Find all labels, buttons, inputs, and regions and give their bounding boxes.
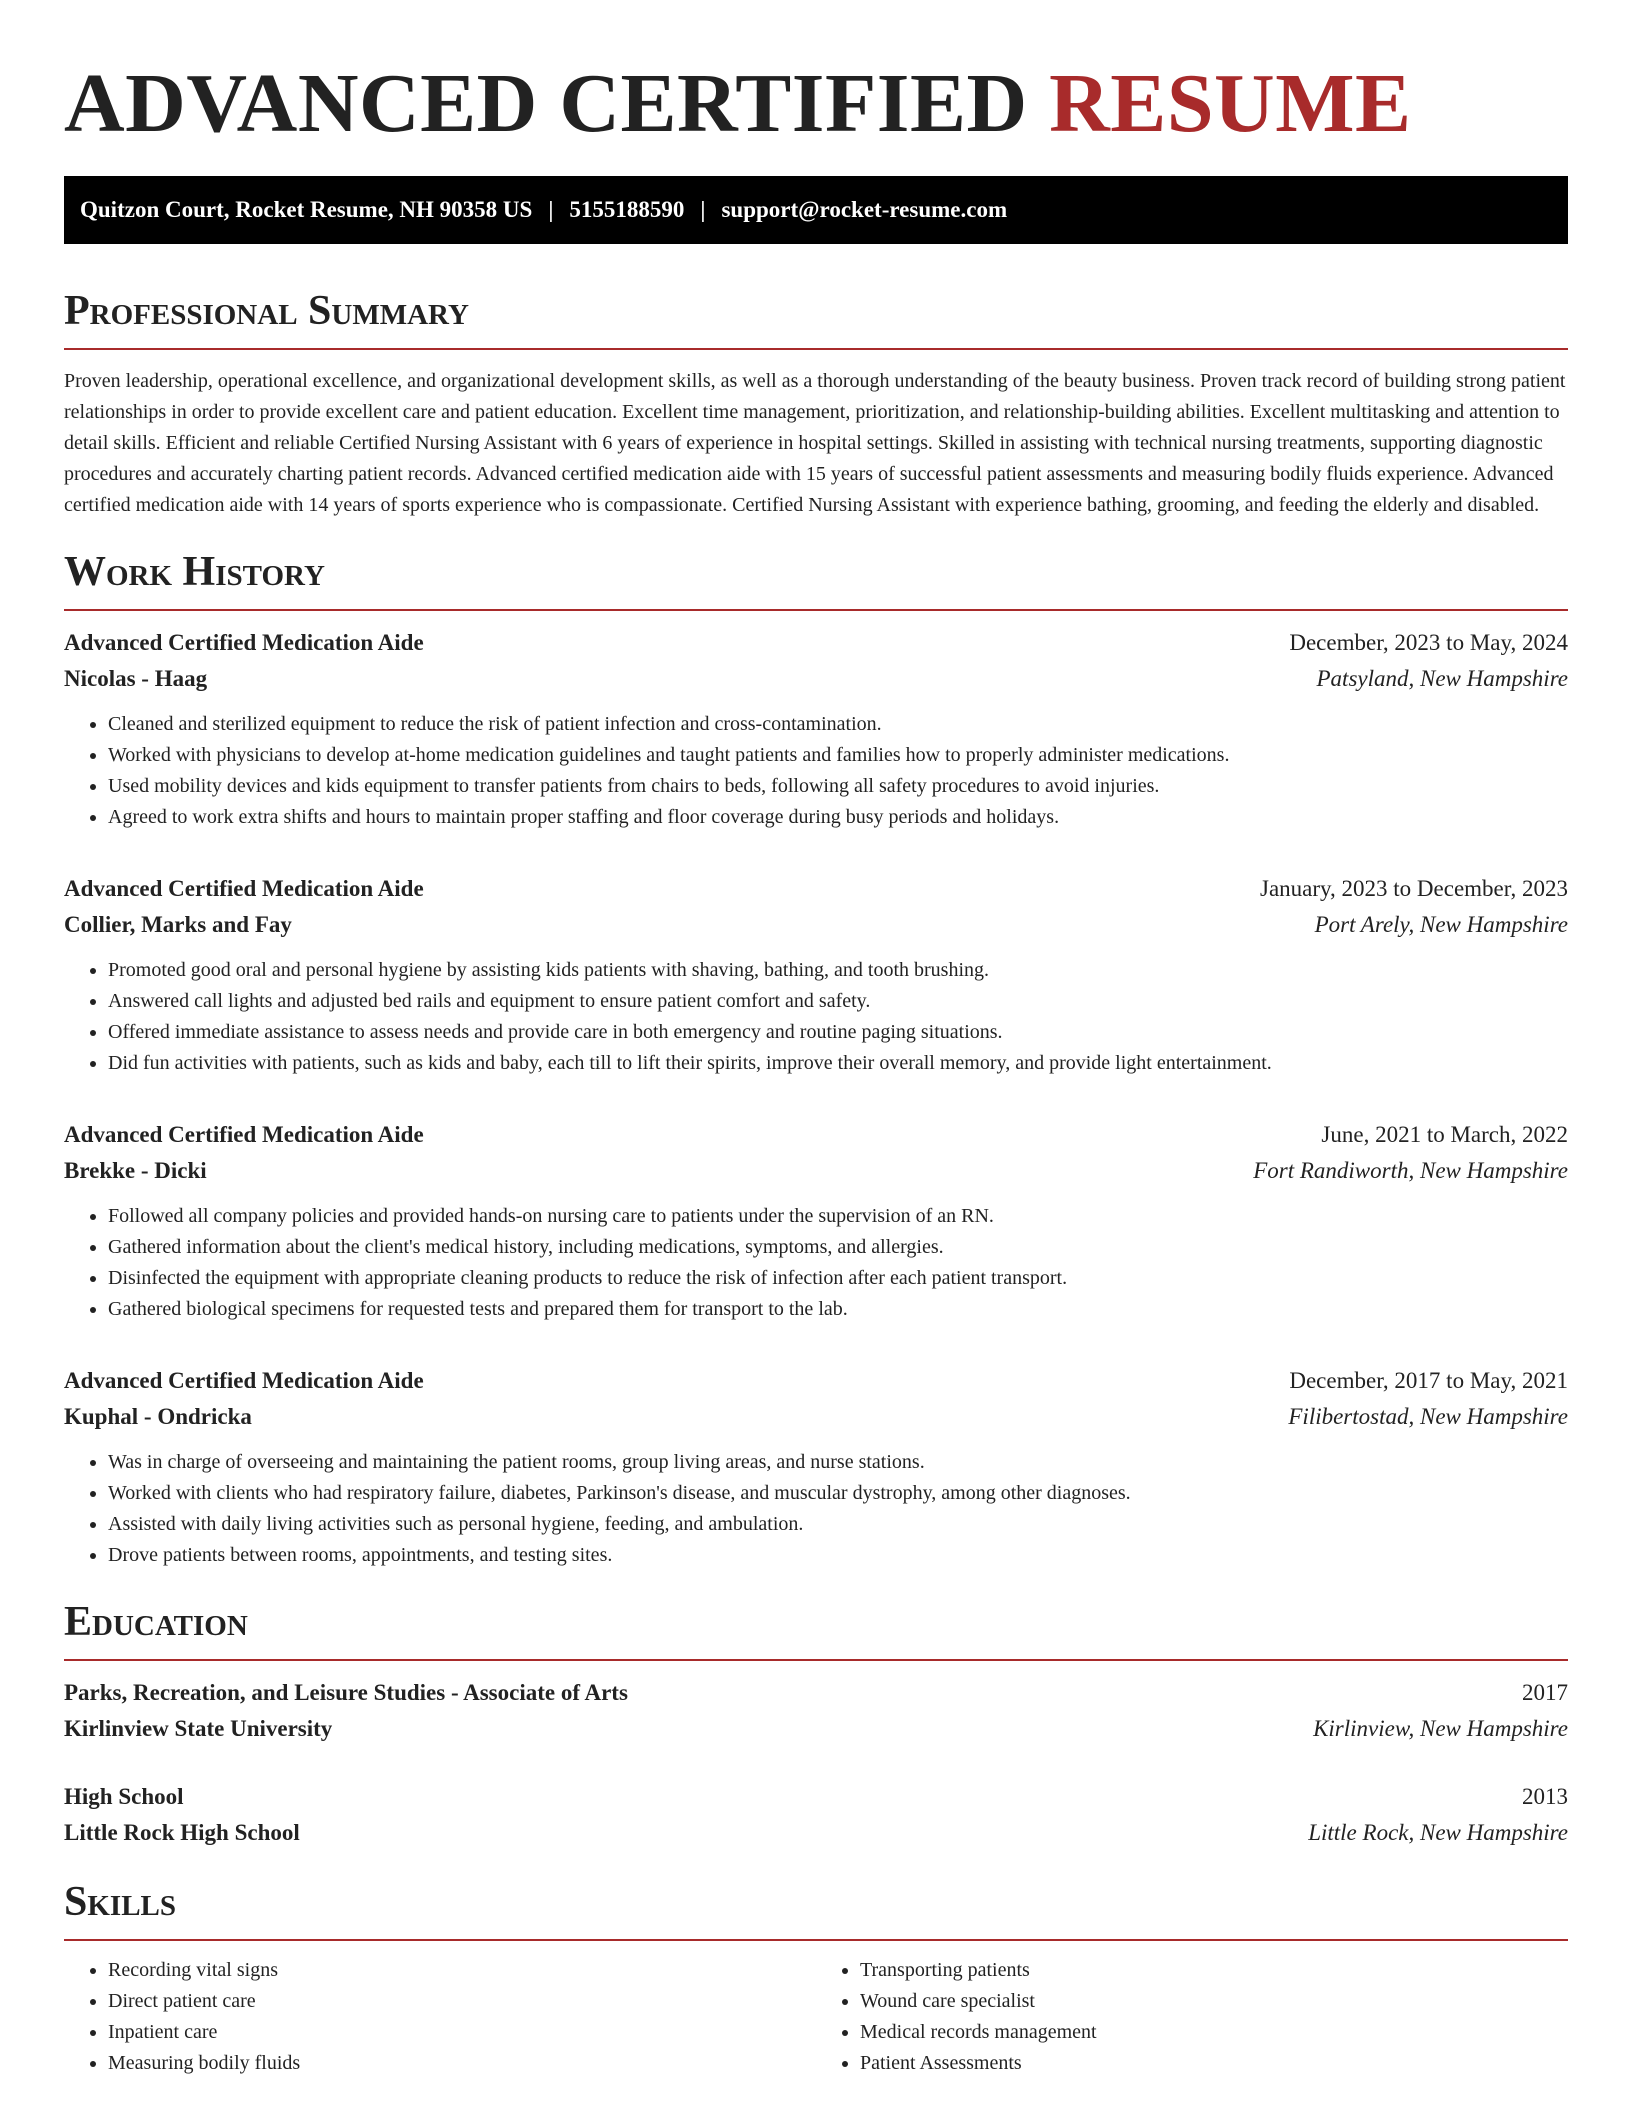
education-degree: Parks, Recreation, and Leisure Studies - Associate of Arts xyxy=(64,1680,628,1705)
job-bullet: • Offered immediate assistance to assess needs and provide care in both emergency and routine paging situations. xyxy=(108,1017,1568,1048)
skill-item: • Patient Assessments xyxy=(860,2048,1568,2079)
job-entry xyxy=(64,1117,1568,1325)
job-bullet-list xyxy=(64,709,1568,833)
education-year: 2017 xyxy=(1522,1680,1568,1705)
skills-list-left xyxy=(64,1955,816,2079)
education-location: Kirlinview, New Hampshire xyxy=(1313,1716,1568,1741)
job-bullet: • Gathered information about the client's medical history, including medications, symptoms, and allergies. xyxy=(108,1232,1568,1263)
skill-item: • Medical records management xyxy=(860,2017,1568,2048)
job-bullet: • Answered call lights and adjusted bed rails and equipment to ensure patient comfort and safety. xyxy=(108,986,1568,1017)
job-entry xyxy=(64,1363,1568,1571)
job-title: Advanced Certified Medication Aide xyxy=(64,630,424,655)
job-location: Patsyland, New Hampshire xyxy=(1316,666,1568,691)
contact-separator: | xyxy=(700,197,706,222)
section-divider xyxy=(64,1659,1568,1661)
education-school: Little Rock High School xyxy=(64,1820,300,1845)
education-degree: High School xyxy=(64,1784,184,1809)
job-bullet: • Worked with physicians to develop at-home medication guidelines and taught patients and families how to properly administer medications. xyxy=(108,740,1568,771)
job-bullet: • Used mobility devices and kids equipment to transfer patients from chairs to beds, following all safety procedures to avoid injuries. xyxy=(108,771,1568,802)
skill-item: • Recording vital signs xyxy=(108,1955,816,1986)
section-divider xyxy=(64,609,1568,611)
job-company: Brekke - Dicki xyxy=(64,1158,207,1183)
contact-phone: 5155188590 xyxy=(569,197,685,222)
section-heading: Skills xyxy=(64,1879,177,1925)
education-entry xyxy=(64,1675,1568,1747)
job-bullet: • Assisted with daily living activities such as personal hygiene, feeding, and ambulation. xyxy=(108,1509,1568,1540)
job-title: Advanced Certified Medication Aide xyxy=(64,1368,424,1393)
job-bullet: • Was in charge of overseeing and maintaining the patient rooms, group living areas, and nurse stations. xyxy=(108,1447,1568,1478)
skills-list-right xyxy=(816,1955,1568,2079)
job-bullet: • Agreed to work extra shifts and hours to maintain proper staffing and floor coverage during busy periods and holidays. xyxy=(108,802,1568,833)
job-company: Collier, Marks and Fay xyxy=(64,912,292,937)
skill-item: • Transporting patients xyxy=(860,1955,1568,1986)
job-bullet: • Cleaned and sterilized equipment to reduce the risk of patient infection and cross-contamination. xyxy=(108,709,1568,740)
education-location: Little Rock, New Hampshire xyxy=(1308,1820,1568,1845)
section-divider xyxy=(64,348,1568,350)
summary-text: Proven leadership, operational excellence, and organizational development skills, as well as a thorough understanding of the beauty business. Proven track record of building strong patient relationships in order to provide excellent care and patient education. Excellent time management, prioritization, and relationship-building abilities. Excellent multitasking and attention to detail skills. Efficient and reliable Certified Nursing Assistant with 6 years of experience in hospital settings. Skilled in assisting with technical nursing treatments, supporting diagnostic procedures and accurately charting patient records. Advanced certified medication aide with 15 years of successful patient assessments and measuring bodily fluids experience. Advanced certified medication aide with 14 years of sports experience who is compassionate. Certified Nursing Assistant with experience bathing, grooming, and feeding the elderly and disabled. xyxy=(64,370,1566,516)
job-location: Filibertostad, New Hampshire xyxy=(1288,1404,1568,1429)
section-heading: Education xyxy=(64,1599,248,1645)
contact-email: support@rocket-resume.com xyxy=(721,197,1008,222)
job-bullet-list xyxy=(64,1447,1568,1571)
job-bullet: • Did fun activities with patients, such as kids and baby, each till to lift their spirits, improve their overall memory, and provide light entertainment. xyxy=(108,1048,1568,1079)
skills-section xyxy=(64,1877,1568,2079)
job-bullet: • Disinfected the equipment with appropriate cleaning products to reduce the risk of infection after each patient transport. xyxy=(108,1263,1568,1294)
education-school: Kirlinview State University xyxy=(64,1716,333,1741)
education-entry xyxy=(64,1779,1568,1851)
skills-columns xyxy=(64,1955,1568,2079)
section-heading: Work History xyxy=(64,549,325,595)
job-entry xyxy=(64,625,1568,833)
job-company: Kuphal - Ondricka xyxy=(64,1404,252,1429)
education-year: 2013 xyxy=(1522,1784,1568,1809)
resume-name-title xyxy=(64,56,1568,152)
job-dates: January, 2023 to December, 2023 xyxy=(1260,876,1568,901)
job-title: Advanced Certified Medication Aide xyxy=(64,876,424,901)
skill-item: • Inpatient care xyxy=(108,2017,816,2048)
job-bullet-list xyxy=(64,1201,1568,1325)
name-accent: RESUME xyxy=(1049,57,1412,150)
job-dates: June, 2021 to March, 2022 xyxy=(1321,1122,1568,1147)
job-bullet-list xyxy=(64,955,1568,1079)
job-bullet: • Followed all company policies and provided hands-on nursing care to patients under the supervision of an RN. xyxy=(108,1201,1568,1232)
job-bullet: • Drove patients between rooms, appointments, and testing sites. xyxy=(108,1540,1568,1571)
skill-item: • Wound care specialist xyxy=(860,1986,1568,2017)
job-title: Advanced Certified Medication Aide xyxy=(64,1122,424,1147)
job-dates: December, 2023 to May, 2024 xyxy=(1289,630,1568,655)
education-section xyxy=(64,1597,1568,1851)
job-entry xyxy=(64,871,1568,1079)
section-heading: Professional Summary xyxy=(64,288,469,334)
name-main: ADVANCED CERTIFIED xyxy=(64,57,1028,150)
section-divider xyxy=(64,1939,1568,1941)
work-history-section xyxy=(64,547,1568,1571)
contact-bar xyxy=(64,176,1568,244)
contact-address: Quitzon Court, Rocket Resume, NH 90358 US xyxy=(80,197,533,222)
job-dates: December, 2017 to May, 2021 xyxy=(1289,1368,1568,1393)
skill-item: • Measuring bodily fluids xyxy=(108,2048,816,2079)
job-location: Fort Randiworth, New Hampshire xyxy=(1253,1158,1568,1183)
summary-section xyxy=(64,286,1568,521)
job-location: Port Arely, New Hampshire xyxy=(1314,912,1568,937)
contact-separator: | xyxy=(548,197,554,222)
job-bullet: • Gathered biological specimens for requested tests and prepared them for transport to the lab. xyxy=(108,1294,1568,1325)
job-bullet: • Worked with clients who had respiratory failure, diabetes, Parkinson's disease, and muscular dystrophy, among other diagnoses. xyxy=(108,1478,1568,1509)
job-company: Nicolas - Haag xyxy=(64,666,208,691)
skill-item: • Direct patient care xyxy=(108,1986,816,2017)
job-bullet: • Promoted good oral and personal hygiene by assisting kids patients with shaving, bathing, and tooth brushing. xyxy=(108,955,1568,986)
